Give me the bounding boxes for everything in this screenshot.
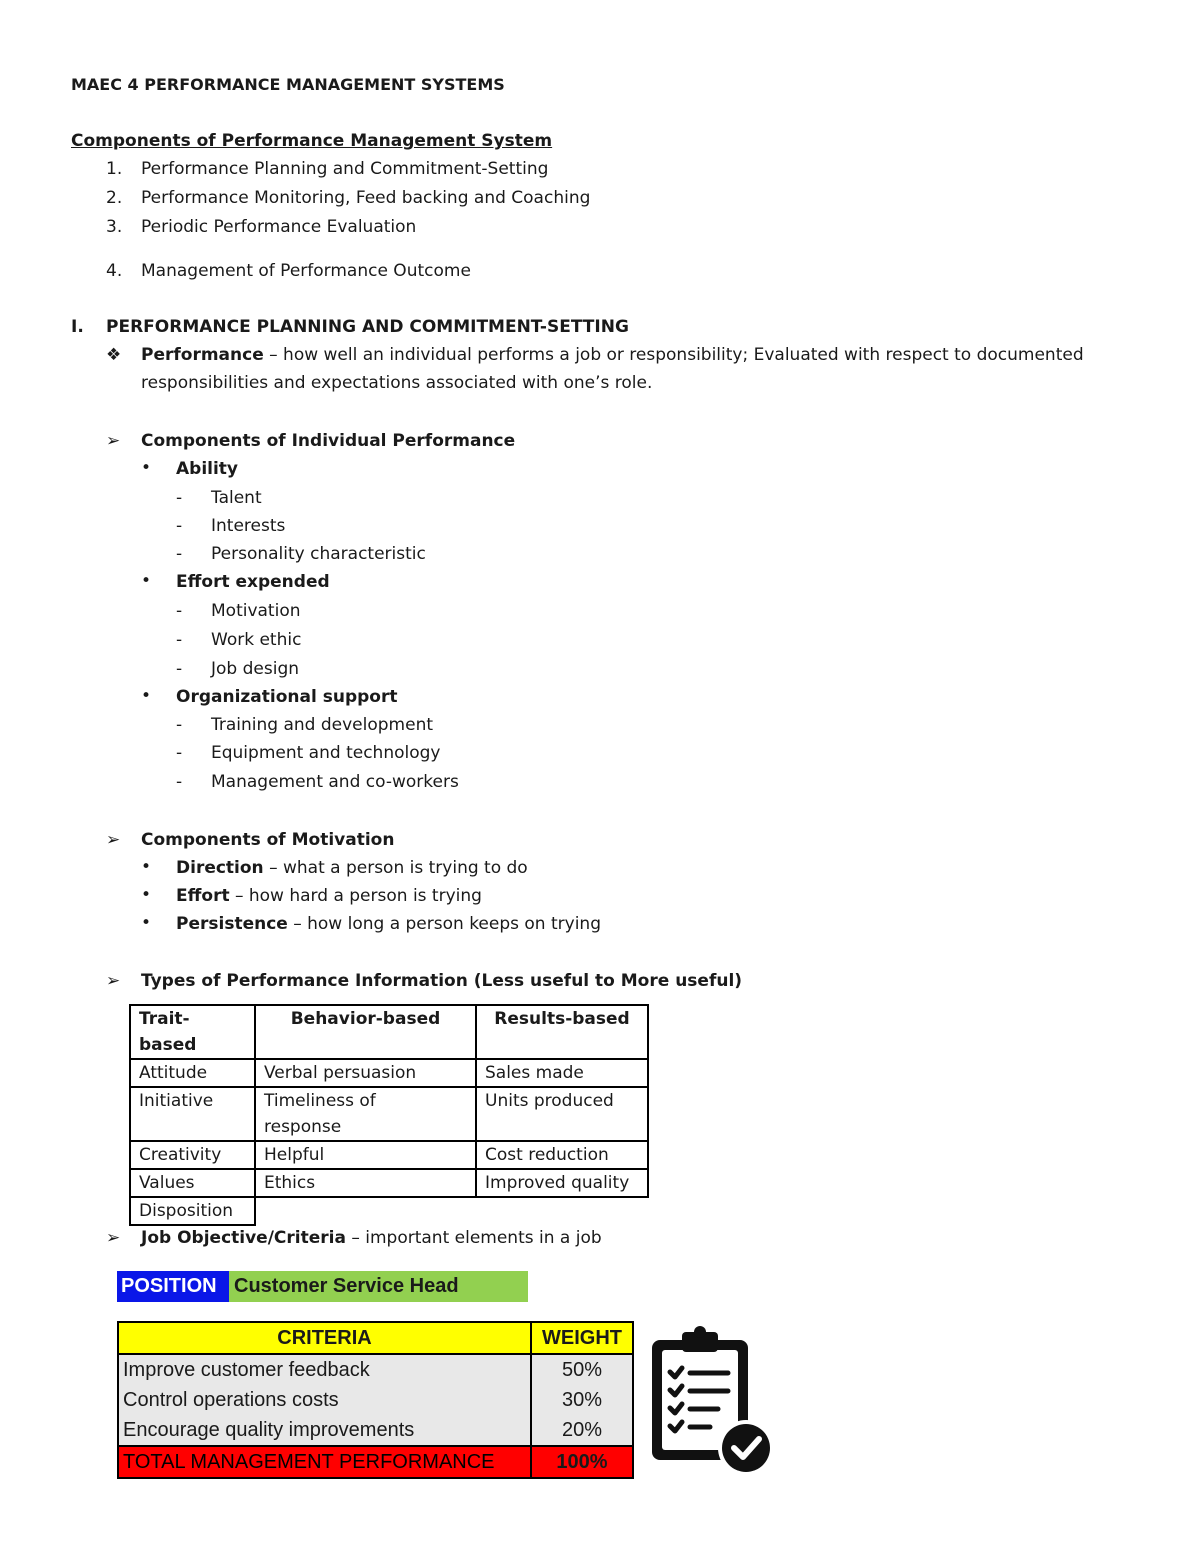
group-label-ability: Ability: [176, 459, 239, 479]
dash-icon: -: [176, 488, 183, 508]
clipboard-check-icon: [648, 1326, 776, 1478]
table-cell: Creativity: [130, 1141, 255, 1169]
job-objective: [141, 1228, 602, 1248]
list-number: 2.: [106, 188, 123, 208]
definition: – how hard a person is trying: [229, 886, 482, 906]
list-item: Performance Planning and Commitment-Setting: [141, 159, 549, 179]
list-item: Equipment and technology: [211, 743, 441, 763]
table-row: [130, 1059, 648, 1087]
list-item: Work ethic: [211, 630, 302, 650]
performance-info-table: [129, 1004, 649, 1226]
dash-icon: -: [176, 715, 183, 735]
document-title: MAEC 4 PERFORMANCE MANAGEMENT SYSTEMS: [71, 75, 505, 94]
table-header: Results-based: [476, 1005, 648, 1059]
criteria-cell: Encourage quality improvements: [118, 1415, 531, 1446]
performance-definition: [141, 345, 1084, 365]
list-item: Talent: [211, 488, 262, 508]
table-header: Behavior-based: [255, 1005, 476, 1059]
table-row: [118, 1415, 633, 1446]
dash-icon: -: [176, 601, 183, 621]
table-cell: Ethics: [255, 1169, 476, 1197]
definition: – important elements in a job: [345, 1228, 602, 1248]
total-label: TOTAL MANAGEMENT PERFORMANCE: [118, 1446, 531, 1478]
individual-performance-heading: Components of Individual Performance: [141, 431, 516, 451]
group-label-effort: Effort expended: [176, 572, 330, 592]
list-number: 4.: [106, 261, 123, 281]
table-cell: Cost reduction: [476, 1141, 648, 1169]
performance-def: – how well an individual performs a job or responsibility; Evaluated with respect to documented: [263, 345, 1084, 365]
table-header: Trait-based: [130, 1005, 255, 1059]
group-label-organizational: Organizational support: [176, 687, 398, 707]
list-item: Motivation: [211, 601, 301, 621]
section-number: I.: [71, 317, 84, 337]
weight-cell: 20%: [531, 1415, 633, 1446]
table-total-row: [118, 1446, 633, 1478]
weight-header: WEIGHT: [531, 1322, 633, 1354]
table-cell-empty: [255, 1197, 476, 1225]
definition: – how long a person keeps on trying: [287, 914, 601, 934]
weight-cell: 30%: [531, 1385, 633, 1415]
table-row: [130, 1169, 648, 1197]
list-number: 3.: [106, 217, 123, 237]
dash-icon: -: [176, 630, 183, 650]
table-header-row: [118, 1322, 633, 1354]
motivation-item: [176, 886, 482, 906]
arrow-bullet-icon: ➢: [106, 431, 121, 451]
diamond-bullet-icon: ❖: [106, 345, 122, 365]
list-item: Training and development: [211, 715, 434, 735]
dash-icon: -: [176, 772, 183, 792]
table-cell: Helpful: [255, 1141, 476, 1169]
table-cell-empty: [476, 1197, 648, 1225]
term: Job Objective/Criteria: [141, 1228, 346, 1248]
table-cell: Verbal persuasion: [255, 1059, 476, 1087]
performance-term: Performance: [141, 345, 264, 365]
table-row: [130, 1197, 648, 1225]
bullet-icon: •: [141, 458, 152, 478]
table-cell: Values: [130, 1169, 255, 1197]
table-cell: Initiative: [130, 1087, 255, 1141]
term: Effort: [176, 886, 230, 906]
arrow-bullet-icon: ➢: [106, 830, 121, 850]
dash-icon: -: [176, 544, 183, 564]
info-types-heading: Types of Performance Information (Less useful to More useful): [141, 971, 743, 991]
criteria-cell: Control operations costs: [118, 1385, 531, 1415]
bullet-icon: •: [141, 571, 152, 591]
table-row: [118, 1354, 633, 1385]
table-row: [118, 1385, 633, 1415]
bullet-icon: •: [141, 857, 152, 877]
term: Direction: [176, 858, 264, 878]
list-item: Periodic Performance Evaluation: [141, 217, 417, 237]
criteria-cell: Improve customer feedback: [118, 1354, 531, 1385]
weight-cell: 50%: [531, 1354, 633, 1385]
list-item: Management and co-workers: [211, 772, 459, 792]
motivation-heading: Components of Motivation: [141, 830, 395, 850]
components-heading: Components of Performance Management System: [71, 131, 553, 151]
table-cell: [255, 1087, 476, 1141]
arrow-bullet-icon: ➢: [106, 1228, 121, 1248]
table-row: [130, 1141, 648, 1169]
arrow-bullet-icon: ➢: [106, 971, 121, 991]
cell-text: Timeliness of response: [264, 1091, 376, 1137]
table-header-row: [130, 1005, 648, 1059]
list-item: Performance Monitoring, Feed backing and Coaching: [141, 188, 591, 208]
definition: – what a person is trying to do: [263, 858, 528, 878]
table-cell: Improved quality: [476, 1169, 648, 1197]
list-number: 1.: [106, 159, 123, 179]
table-cell: Units produced: [476, 1087, 648, 1141]
bullet-icon: •: [141, 686, 152, 706]
list-item: Management of Performance Outcome: [141, 261, 471, 281]
dash-icon: -: [176, 743, 183, 763]
dash-icon: -: [176, 659, 183, 679]
motivation-item: [176, 914, 601, 934]
list-item: Personality characteristic: [211, 544, 426, 564]
motivation-item: [176, 858, 528, 878]
table-cell: Attitude: [130, 1059, 255, 1087]
total-weight: 100%: [531, 1446, 633, 1478]
table-cell: Disposition: [130, 1197, 255, 1225]
bullet-icon: •: [141, 885, 152, 905]
list-item: Interests: [211, 516, 286, 536]
table-row: [130, 1087, 648, 1141]
dash-icon: -: [176, 516, 183, 536]
term: Persistence: [176, 914, 288, 934]
list-item: Job design: [211, 659, 300, 679]
bullet-icon: •: [141, 913, 152, 933]
section-title: PERFORMANCE PLANNING AND COMMITMENT-SETTING: [106, 317, 629, 337]
position-value: Customer Service Head: [229, 1271, 528, 1302]
criteria-header: CRITERIA: [118, 1322, 531, 1354]
position-label: POSITION: [117, 1271, 229, 1302]
criteria-table: [117, 1321, 634, 1479]
performance-def-continued: responsibilities and expectations associated with one’s role.: [141, 373, 653, 393]
table-cell: Sales made: [476, 1059, 648, 1087]
